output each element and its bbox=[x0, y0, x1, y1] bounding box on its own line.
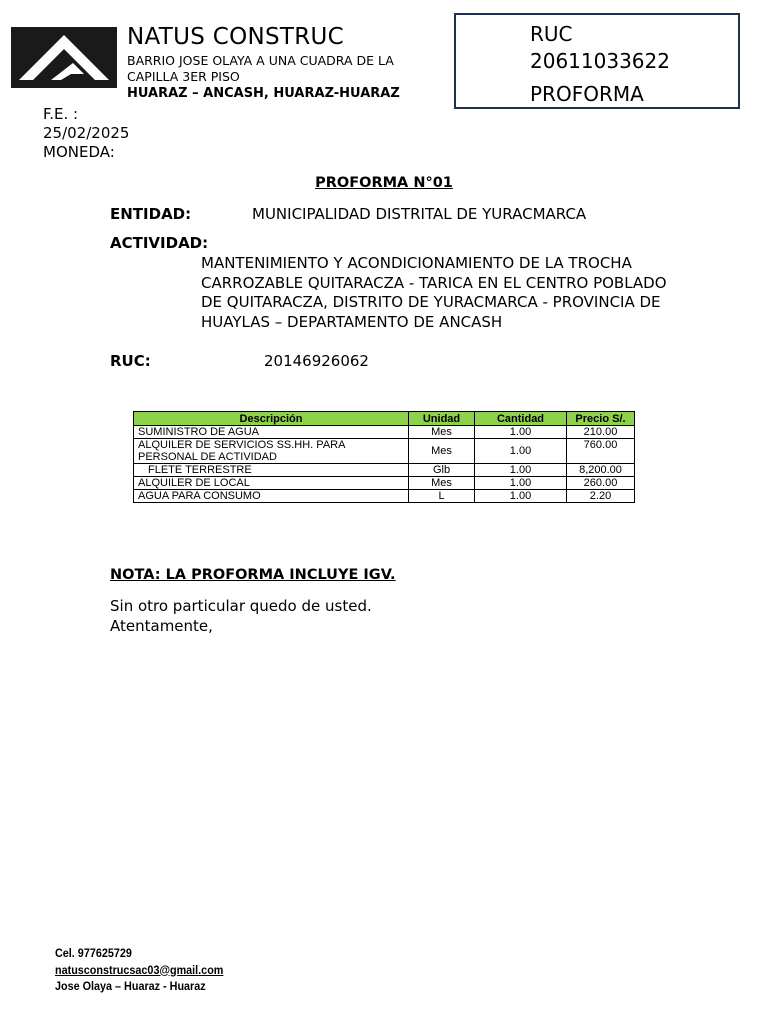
closing-line-1: Sin otro particular quedo de usted. bbox=[110, 597, 372, 615]
cell-unidad: Mes bbox=[409, 439, 475, 464]
table-row bbox=[134, 464, 635, 477]
footer-phone: Cel. 977625729 bbox=[55, 946, 132, 960]
entidad-label: ENTIDAD: bbox=[110, 205, 192, 223]
cell-descripcion: FLETE TERRESTRE bbox=[134, 464, 409, 477]
closing-line-2: Atentamente, bbox=[110, 617, 213, 635]
cell-unidad: Glb bbox=[409, 464, 475, 477]
cell-cantidad: 1.00 bbox=[475, 439, 567, 464]
cell-precio: 8,200.00 bbox=[567, 464, 635, 477]
fe-date: 25/02/2025 bbox=[43, 124, 130, 142]
column-header-unidad: Unidad bbox=[409, 412, 475, 426]
cell-cantidad: 1.00 bbox=[475, 426, 567, 439]
table-row bbox=[134, 477, 635, 490]
document-title bbox=[0, 175, 768, 191]
cell-descripcion: ALQUILER DE SERVICIOS SS.HH. PARA PERSONAL DE ACTIVIDAD bbox=[134, 439, 409, 464]
table-header-row bbox=[134, 412, 635, 426]
cell-unidad: L bbox=[409, 490, 475, 503]
cell-unidad: Mes bbox=[409, 477, 475, 490]
footer-contact bbox=[55, 945, 223, 995]
igv-note: NOTA: LA PROFORMA INCLUYE IGV. bbox=[110, 567, 396, 583]
client-ruc-value: 20146926062 bbox=[264, 352, 369, 370]
moneda-label: MONEDA: bbox=[43, 143, 115, 161]
entidad-value: MUNICIPALIDAD DISTRITAL DE YURACMARCA bbox=[252, 205, 587, 223]
cell-precio: 760.00 bbox=[567, 439, 635, 464]
cell-cantidad: 1.00 bbox=[475, 477, 567, 490]
cell-cantidad: 1.00 bbox=[475, 490, 567, 503]
cell-precio: 2.20 bbox=[567, 490, 635, 503]
company-city: HUARAZ – ANCASH, HUARAZ-HUARAZ bbox=[127, 86, 400, 101]
cell-descripcion: AGUA PARA CONSUMO bbox=[134, 490, 409, 503]
ruc-box bbox=[454, 13, 740, 109]
column-header-precio: Precio S/. bbox=[567, 412, 635, 426]
table-row bbox=[134, 490, 635, 503]
cell-descripcion: SUMINISTRO DE AGUA bbox=[134, 426, 409, 439]
company-name: NATUS CONSTRUC bbox=[127, 24, 345, 50]
footer-address: Jose Olaya – Huaraz - Huaraz bbox=[55, 979, 206, 993]
client-ruc-label: RUC: bbox=[110, 352, 151, 370]
fe-label: F.E. : bbox=[43, 105, 79, 123]
footer-email-link[interactable]: natusconstrucsac03@gmail.com bbox=[55, 962, 224, 977]
document-title-text: PROFORMA N°01 bbox=[315, 175, 453, 191]
table-row bbox=[134, 439, 635, 464]
column-header-descripcion: Descripción bbox=[134, 412, 409, 426]
ruc-box-label: RUC bbox=[530, 22, 573, 46]
cell-cantidad: 1.00 bbox=[475, 464, 567, 477]
natus-logo-mark-icon bbox=[11, 27, 117, 88]
actividad-value: MANTENIMIENTO Y ACONDICIONAMIENTO DE LA TROCHA CARROZABLE QUITARACZA - TARICA EN EL CENTRO POBLADO DE QUITARACZA, DISTRITO DE YURACMARCA - PROVINCIA DE HUAYLAS – DEPARTAMENTO DE ANCASH bbox=[201, 254, 667, 331]
column-header-cantidad: Cantidad bbox=[475, 412, 567, 426]
items-table bbox=[133, 411, 635, 503]
cell-descripcion: ALQUILER DE LOCAL bbox=[134, 477, 409, 490]
cell-unidad: Mes bbox=[409, 426, 475, 439]
closing-text bbox=[110, 596, 372, 636]
cell-precio: 260.00 bbox=[567, 477, 635, 490]
cell-precio: 210.00 bbox=[567, 426, 635, 439]
company-address: BARRIO JOSE OLAYA A UNA CUADRA DE LA CAPILLA 3ER PISO bbox=[127, 53, 394, 84]
table-row bbox=[134, 426, 635, 439]
actividad-label: ACTIVIDAD: bbox=[110, 234, 209, 252]
ruc-box-doc-type: PROFORMA bbox=[530, 82, 644, 106]
company-logo bbox=[11, 27, 117, 88]
document-meta bbox=[43, 105, 203, 166]
ruc-box-number: 20611033622 bbox=[530, 49, 670, 73]
